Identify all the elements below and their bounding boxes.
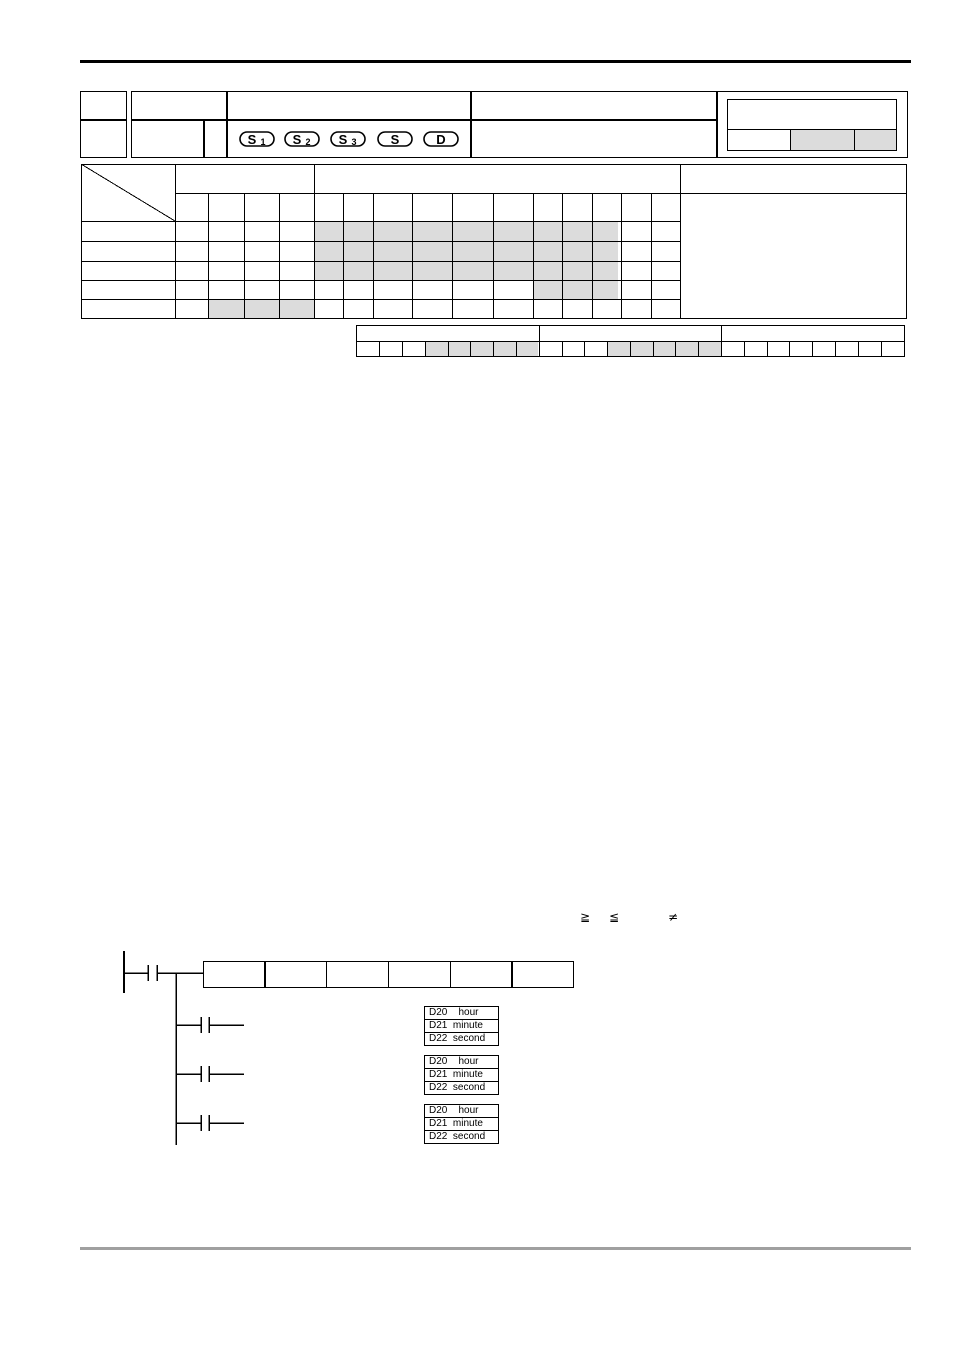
time-data-row: D20 hour xyxy=(425,1007,498,1020)
ladder-operand-cell xyxy=(511,961,574,988)
api-number-cell-lower xyxy=(80,119,127,158)
ladder-operand-cell xyxy=(264,961,327,988)
function-cell xyxy=(470,119,718,158)
svg-text:S: S xyxy=(247,132,257,147)
time-data-row: D20 hour xyxy=(425,1056,498,1069)
time-data-row: D22 second xyxy=(429,1082,486,1093)
controller-es-cell xyxy=(728,130,791,150)
ladder-operand-cell xyxy=(450,961,513,988)
footer-rule xyxy=(80,1247,911,1250)
operand-title-cell xyxy=(226,91,472,121)
svg-text:2: 2 xyxy=(305,137,311,147)
header-rule xyxy=(80,60,911,63)
device-table xyxy=(81,164,907,319)
time-data-box xyxy=(424,1055,499,1095)
pulse-cell xyxy=(203,119,228,158)
time-data-row: D22 second xyxy=(429,1033,486,1044)
ladder-operand-cell xyxy=(388,961,451,988)
operand-s3-symbol xyxy=(330,131,366,147)
controller-ss-cell xyxy=(855,130,896,150)
controller-subbox xyxy=(727,99,897,151)
svg-text:1: 1 xyxy=(260,137,266,147)
svg-text:S: S xyxy=(390,132,400,147)
controller-ex-cell xyxy=(791,130,855,150)
time-data-row: D20 hour xyxy=(425,1105,498,1118)
mnemonic-cell-lower xyxy=(131,119,205,158)
operand-d-symbol xyxy=(423,131,459,147)
svg-text:S: S xyxy=(292,132,302,147)
model-table xyxy=(356,325,905,357)
mnemonic-cell xyxy=(131,91,228,121)
time-data-row: D21 minute xyxy=(425,1118,498,1131)
time-data-row: D22 second xyxy=(429,1131,486,1142)
svg-text:3: 3 xyxy=(351,137,357,147)
ladder-operand-cell xyxy=(326,961,389,988)
time-data-row: D21 minute xyxy=(425,1069,498,1082)
svg-text:D: D xyxy=(436,132,446,147)
less-equal-symbol: ≦ xyxy=(609,910,620,924)
time-data-box xyxy=(424,1104,499,1144)
operand-s2-symbol xyxy=(284,131,320,147)
api-number-cell xyxy=(80,91,127,121)
svg-text:S: S xyxy=(338,132,348,147)
not-equal-symbol: ≠ xyxy=(668,910,679,924)
operand-s-symbol xyxy=(377,131,413,147)
time-data-box xyxy=(424,1006,499,1046)
ladder-instruction-cell xyxy=(203,961,266,988)
time-data-row: D21 minute xyxy=(425,1020,498,1033)
function-title-cell xyxy=(470,91,718,121)
greater-equal-symbol: ≧ xyxy=(580,910,591,924)
operand-s1-symbol xyxy=(239,131,275,147)
